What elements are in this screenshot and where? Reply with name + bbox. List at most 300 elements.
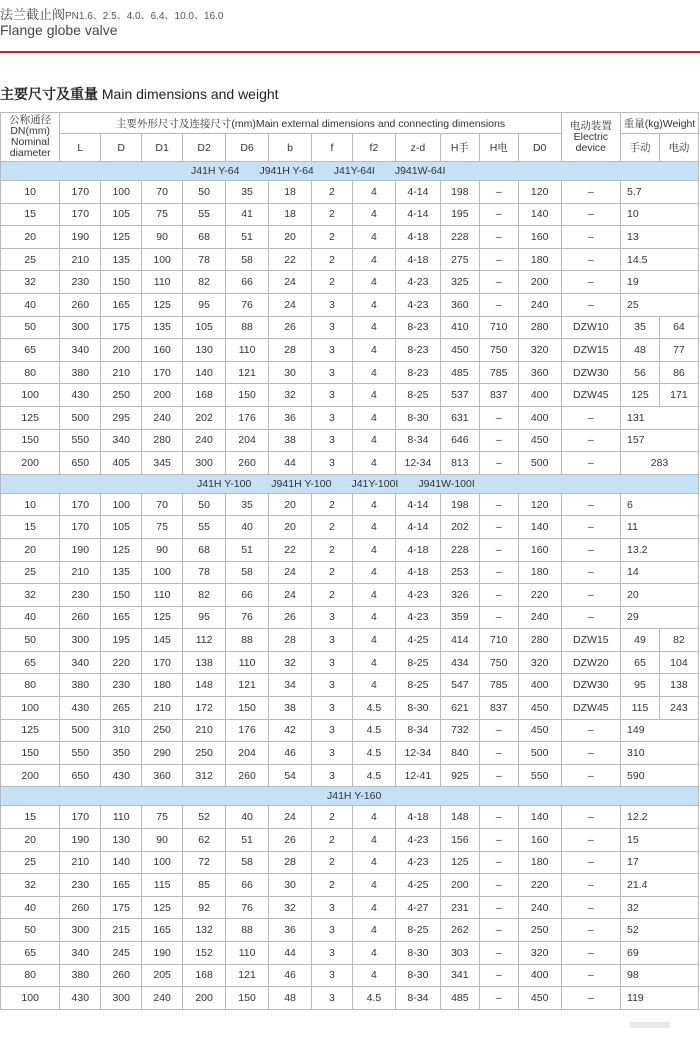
model-row (1, 787, 699, 806)
table-cell: 100 (142, 248, 183, 271)
table-cell: 228 (440, 226, 479, 249)
table-row (1, 181, 699, 204)
table-cell: – (561, 226, 620, 249)
table-cell: 8-25 (395, 674, 440, 697)
table-cell: 90 (142, 538, 183, 561)
table-cell: 52 (621, 919, 699, 942)
table-cell: 485 (440, 987, 479, 1010)
table-cell: 2 (312, 226, 353, 249)
table-cell: 4-18 (395, 806, 440, 829)
table-cell: 4-25 (395, 629, 440, 652)
table-cell: 4-23 (395, 584, 440, 607)
table-cell: 2 (312, 493, 353, 516)
table-cell: – (561, 271, 620, 294)
table-cell: 485 (440, 361, 479, 384)
table-cell: 12-34 (395, 742, 440, 765)
table-cell: 48 (269, 987, 312, 1010)
table-cell: 120 (518, 181, 561, 204)
table-cell: 3 (312, 339, 353, 362)
table-cell: 105 (183, 316, 226, 339)
table-cell: – (479, 584, 518, 607)
table-cell: 11 (621, 516, 699, 539)
table-cell: 4 (352, 361, 395, 384)
table-cell: 4.5 (352, 719, 395, 742)
table-cell: 170 (142, 361, 183, 384)
table-cell: 32 (1, 584, 60, 607)
table-cell: 230 (60, 584, 101, 607)
table-cell: – (561, 829, 620, 852)
table-cell: 75 (142, 203, 183, 226)
table-cell: 35 (621, 316, 660, 339)
table-cell: 260 (226, 764, 269, 787)
table-cell: – (561, 452, 620, 475)
table-cell: 4 (352, 339, 395, 362)
table-cell: 55 (183, 516, 226, 539)
table-cell: 100 (142, 851, 183, 874)
weight-col-header: 电动 (659, 134, 698, 162)
model-row (1, 162, 699, 181)
model-row (1, 474, 699, 493)
table-cell: 138 (183, 651, 226, 674)
table-cell: 200 (101, 339, 142, 362)
table-cell: 10 (1, 493, 60, 516)
col-header: f (312, 134, 353, 162)
table-cell: 204 (226, 429, 269, 452)
table-cell: 42 (269, 719, 312, 742)
table-cell: 88 (226, 316, 269, 339)
table-cell: 8-34 (395, 987, 440, 1010)
table-cell: 202 (183, 406, 226, 429)
table-cell: 20 (1, 538, 60, 561)
table-row (1, 293, 699, 316)
table-cell: – (561, 874, 620, 897)
table-cell: – (561, 538, 620, 561)
table-cell: – (561, 942, 620, 965)
table-cell: 38 (269, 429, 312, 452)
table-cell: 10 (621, 203, 699, 226)
header-divider (0, 51, 700, 53)
table-cell: 4-25 (395, 874, 440, 897)
table-cell: 2 (312, 584, 353, 607)
table-cell: 2 (312, 829, 353, 852)
table-cell: 360 (518, 361, 561, 384)
table-cell: 4-18 (395, 561, 440, 584)
table-cell: 160 (518, 829, 561, 852)
table-cell: 24 (269, 293, 312, 316)
table-cell: 56 (621, 361, 660, 384)
table-cell: – (479, 203, 518, 226)
table-cell: 195 (440, 203, 479, 226)
table-cell: 160 (518, 538, 561, 561)
table-cell: 231 (440, 896, 479, 919)
table-cell: 135 (101, 561, 142, 584)
table-cell: – (479, 806, 518, 829)
table-cell: 750 (479, 339, 518, 362)
model-name: J41Y-64I (333, 165, 375, 177)
table-cell: 130 (101, 829, 142, 852)
table-cell: 82 (659, 629, 698, 652)
table-row (1, 226, 699, 249)
table-cell: 3 (312, 629, 353, 652)
model-name: J41H Y-100 (197, 477, 252, 490)
table-cell: 4-27 (395, 896, 440, 919)
table-cell: 100 (101, 181, 142, 204)
table-cell: 430 (60, 987, 101, 1010)
table-cell: 24 (269, 806, 312, 829)
table-cell: 55 (183, 203, 226, 226)
model-cell (1, 162, 699, 181)
table-cell: 180 (518, 851, 561, 874)
table-cell: DZW20 (561, 651, 620, 674)
table-cell: 15 (1, 203, 60, 226)
table-cell: 2 (312, 271, 353, 294)
table-cell: 10 (1, 181, 60, 204)
table-cell: 450 (440, 339, 479, 362)
table-cell: 3 (312, 942, 353, 965)
table-cell: 17 (621, 851, 699, 874)
table-cell: 130 (183, 339, 226, 362)
table-cell: 4 (352, 316, 395, 339)
table-row (1, 742, 699, 765)
table-cell: 4 (352, 429, 395, 452)
table-cell: 70 (142, 181, 183, 204)
table-cell: – (479, 226, 518, 249)
table-cell: 168 (183, 384, 226, 407)
table-cell: 325 (440, 271, 479, 294)
table-cell: 66 (226, 271, 269, 294)
table-cell: 202 (440, 516, 479, 539)
table-cell: 4 (352, 561, 395, 584)
table-cell: 76 (226, 293, 269, 316)
table-cell: 58 (226, 248, 269, 271)
table-cell: 76 (226, 606, 269, 629)
table-cell: 171 (659, 384, 698, 407)
table-cell: 140 (518, 203, 561, 226)
table-cell: 165 (101, 606, 142, 629)
table-row (1, 829, 699, 852)
table-cell: 28 (269, 851, 312, 874)
table-cell: 15 (1, 516, 60, 539)
table-cell: 326 (440, 584, 479, 607)
table-cell: 300 (60, 629, 101, 652)
table-cell: 95 (183, 293, 226, 316)
table-cell: 320 (518, 339, 561, 362)
table-cell: 360 (142, 764, 183, 787)
table-cell: 320 (518, 942, 561, 965)
table-cell: 4 (352, 226, 395, 249)
table-cell: 8-34 (395, 429, 440, 452)
table-cell: – (479, 493, 518, 516)
table-cell: 77 (659, 339, 698, 362)
table-cell: – (479, 964, 518, 987)
table-cell: DZW15 (561, 629, 620, 652)
table-cell: – (479, 987, 518, 1010)
table-cell: 150 (226, 987, 269, 1010)
table-cell: 4 (352, 964, 395, 987)
table-cell: 20 (621, 584, 699, 607)
table-cell: 3 (312, 674, 353, 697)
table-cell: 710 (479, 316, 518, 339)
table-cell: 32 (1, 271, 60, 294)
table-cell: 500 (518, 452, 561, 475)
table-cell: 34 (269, 674, 312, 697)
table-cell: 14.5 (621, 248, 699, 271)
table-cell: 750 (479, 651, 518, 674)
table-cell: 125 (1, 406, 60, 429)
table-cell: 105 (101, 203, 142, 226)
table-cell: 414 (440, 629, 479, 652)
table-cell: 25 (621, 293, 699, 316)
table-cell: 115 (621, 697, 660, 720)
table-cell: 590 (621, 764, 699, 787)
table-cell: 85 (183, 874, 226, 897)
table-cell: – (479, 181, 518, 204)
table-cell: 25 (1, 561, 60, 584)
table-cell: 170 (60, 516, 101, 539)
col-header: f2 (352, 134, 395, 162)
table-cell: 3 (312, 361, 353, 384)
table-cell: 40 (1, 896, 60, 919)
table-cell: 157 (621, 429, 699, 452)
table-cell: 150 (1, 742, 60, 765)
col-header: L (60, 134, 101, 162)
table-cell: 250 (183, 742, 226, 765)
table-cell: 62 (183, 829, 226, 852)
table-cell: 131 (621, 406, 699, 429)
col-header: D2 (183, 134, 226, 162)
table-cell: 410 (440, 316, 479, 339)
table-cell: 195 (101, 629, 142, 652)
table-cell: DZW30 (561, 361, 620, 384)
table-cell: 2 (312, 538, 353, 561)
table-cell: 350 (101, 742, 142, 765)
table-cell: 250 (518, 919, 561, 942)
table-cell: 4 (352, 384, 395, 407)
table-cell: 8-23 (395, 316, 440, 339)
table-cell: 4 (352, 181, 395, 204)
table-cell: 450 (518, 697, 561, 720)
table-cell: 175 (101, 316, 142, 339)
table-cell: 150 (101, 584, 142, 607)
table-cell: 25 (1, 248, 60, 271)
table-cell: 4-18 (395, 538, 440, 561)
table-cell: 125 (440, 851, 479, 874)
table-cell: 6 (621, 493, 699, 516)
table-cell: 82 (183, 584, 226, 607)
table-row (1, 361, 699, 384)
table-cell: 253 (440, 561, 479, 584)
table-cell: 4-23 (395, 851, 440, 874)
table-cell: – (561, 851, 620, 874)
table-cell: 813 (440, 452, 479, 475)
table-cell: 4 (352, 538, 395, 561)
table-cell: 150 (226, 697, 269, 720)
table-cell: 40 (226, 806, 269, 829)
table-cell: 119 (621, 987, 699, 1010)
table-cell: – (561, 987, 620, 1010)
table-cell: 283 (621, 452, 699, 475)
table-cell: 175 (101, 896, 142, 919)
table-cell: 280 (518, 629, 561, 652)
table-cell: 4 (352, 896, 395, 919)
dims-header: 主要外形尺寸及连接尺寸(mm)Main external dimensions and connecting dimensions (60, 113, 561, 134)
table-cell: 13.2 (621, 538, 699, 561)
table-cell: 80 (1, 674, 60, 697)
table-cell: 110 (226, 942, 269, 965)
table-cell: 340 (60, 651, 101, 674)
table-cell: – (561, 293, 620, 316)
table-cell: 176 (226, 406, 269, 429)
table-row (1, 987, 699, 1010)
table-cell: 50 (1, 919, 60, 942)
table-cell: 125 (142, 606, 183, 629)
table-cell: 400 (518, 406, 561, 429)
page-header-cn (0, 4, 223, 23)
table-cell: 240 (183, 429, 226, 452)
table-cell: 400 (518, 674, 561, 697)
section-title-cn: 主要尺寸及重量 (0, 86, 98, 102)
table-cell: DZW45 (561, 384, 620, 407)
table-cell: 550 (60, 429, 101, 452)
table-cell: 145 (142, 629, 183, 652)
table-cell: 4.5 (352, 697, 395, 720)
model-name: J41Y-100I (351, 477, 399, 490)
table-cell: 14 (621, 561, 699, 584)
table-cell: 165 (101, 293, 142, 316)
title-cn: 法兰截止阀 (0, 7, 66, 22)
table-cell: 12-41 (395, 764, 440, 787)
table-cell: 26 (269, 606, 312, 629)
table-cell: 52 (183, 806, 226, 829)
table-cell: – (479, 829, 518, 852)
table-cell: 450 (518, 987, 561, 1010)
table-cell: 230 (60, 271, 101, 294)
table-cell: 450 (518, 719, 561, 742)
table-row (1, 806, 699, 829)
table-cell: – (561, 181, 620, 204)
table-cell: 240 (518, 606, 561, 629)
table-cell: 4-14 (395, 493, 440, 516)
table-cell: 210 (60, 851, 101, 874)
table-cell: 240 (518, 896, 561, 919)
table-cell: 135 (101, 248, 142, 271)
table-cell: 125 (142, 896, 183, 919)
table-cell: 32 (1, 874, 60, 897)
table-cell: DZW15 (561, 339, 620, 362)
table-cell: 198 (440, 493, 479, 516)
model-name: J941H Y-64 (259, 165, 314, 177)
table-cell: – (561, 606, 620, 629)
table-cell: 2 (312, 181, 353, 204)
table-cell: 2 (312, 561, 353, 584)
table-cell: 341 (440, 964, 479, 987)
table-cell: 68 (183, 538, 226, 561)
table-cell: 90 (142, 829, 183, 852)
table-cell: – (561, 429, 620, 452)
table-cell: 32 (269, 651, 312, 674)
table-cell: 160 (142, 339, 183, 362)
table-cell: 82 (183, 271, 226, 294)
table-cell: 4 (352, 874, 395, 897)
table-cell: 2 (312, 516, 353, 539)
table-cell: 3 (312, 964, 353, 987)
table-cell: 54 (269, 764, 312, 787)
table-cell: 110 (101, 806, 142, 829)
footer-mark (630, 1022, 670, 1028)
col-header: D (101, 134, 142, 162)
table-cell: 290 (142, 742, 183, 765)
weight-col-header: 手动 (621, 134, 660, 162)
table-cell: 4 (352, 851, 395, 874)
table-cell: 28 (269, 339, 312, 362)
table-cell: 170 (60, 806, 101, 829)
table-cell: 547 (440, 674, 479, 697)
table-cell: 2 (312, 874, 353, 897)
model-name: J941W-64I (394, 165, 446, 177)
table-cell: DZW10 (561, 316, 620, 339)
table-cell: 280 (518, 316, 561, 339)
table-cell: 275 (440, 248, 479, 271)
table-cell: 32 (269, 384, 312, 407)
table-cell: 650 (60, 452, 101, 475)
table-cell: 8-23 (395, 361, 440, 384)
table-cell: DZW30 (561, 674, 620, 697)
table-row (1, 896, 699, 919)
table-cell: 8-30 (395, 697, 440, 720)
table-cell: 4 (352, 584, 395, 607)
table-cell: 140 (518, 516, 561, 539)
table-cell: 430 (60, 384, 101, 407)
table-cell: 4-18 (395, 248, 440, 271)
table-cell: – (561, 516, 620, 539)
table-cell: 280 (142, 429, 183, 452)
table-cell: 200 (1, 764, 60, 787)
table-cell: – (561, 406, 620, 429)
table-cell: 65 (1, 339, 60, 362)
table-cell: 44 (269, 452, 312, 475)
table-cell: 310 (621, 742, 699, 765)
table-cell: 550 (60, 742, 101, 765)
table-cell: 4.5 (352, 742, 395, 765)
col-header: D6 (226, 134, 269, 162)
table-cell: 95 (621, 674, 660, 697)
table-cell: 8-30 (395, 964, 440, 987)
table-cell: 125 (101, 226, 142, 249)
table-cell: 22 (269, 538, 312, 561)
table-cell: 65 (1, 651, 60, 674)
table-row (1, 606, 699, 629)
table-cell: – (479, 538, 518, 561)
table-cell: 148 (183, 674, 226, 697)
table-row (1, 697, 699, 720)
table-cell: 537 (440, 384, 479, 407)
table-cell: 170 (60, 493, 101, 516)
table-cell: 105 (101, 516, 142, 539)
table-cell: 8-23 (395, 339, 440, 362)
table-cell: 4 (352, 606, 395, 629)
table-cell: 4.5 (352, 764, 395, 787)
table-cell: – (479, 452, 518, 475)
table-cell: 230 (101, 674, 142, 697)
table-cell: 205 (142, 964, 183, 987)
table-cell: 8-30 (395, 942, 440, 965)
table-row (1, 942, 699, 965)
table-cell: 22 (269, 248, 312, 271)
table-cell: 4 (352, 919, 395, 942)
table-cell: – (561, 919, 620, 942)
table-cell: 24 (269, 561, 312, 584)
table-cell: – (479, 248, 518, 271)
